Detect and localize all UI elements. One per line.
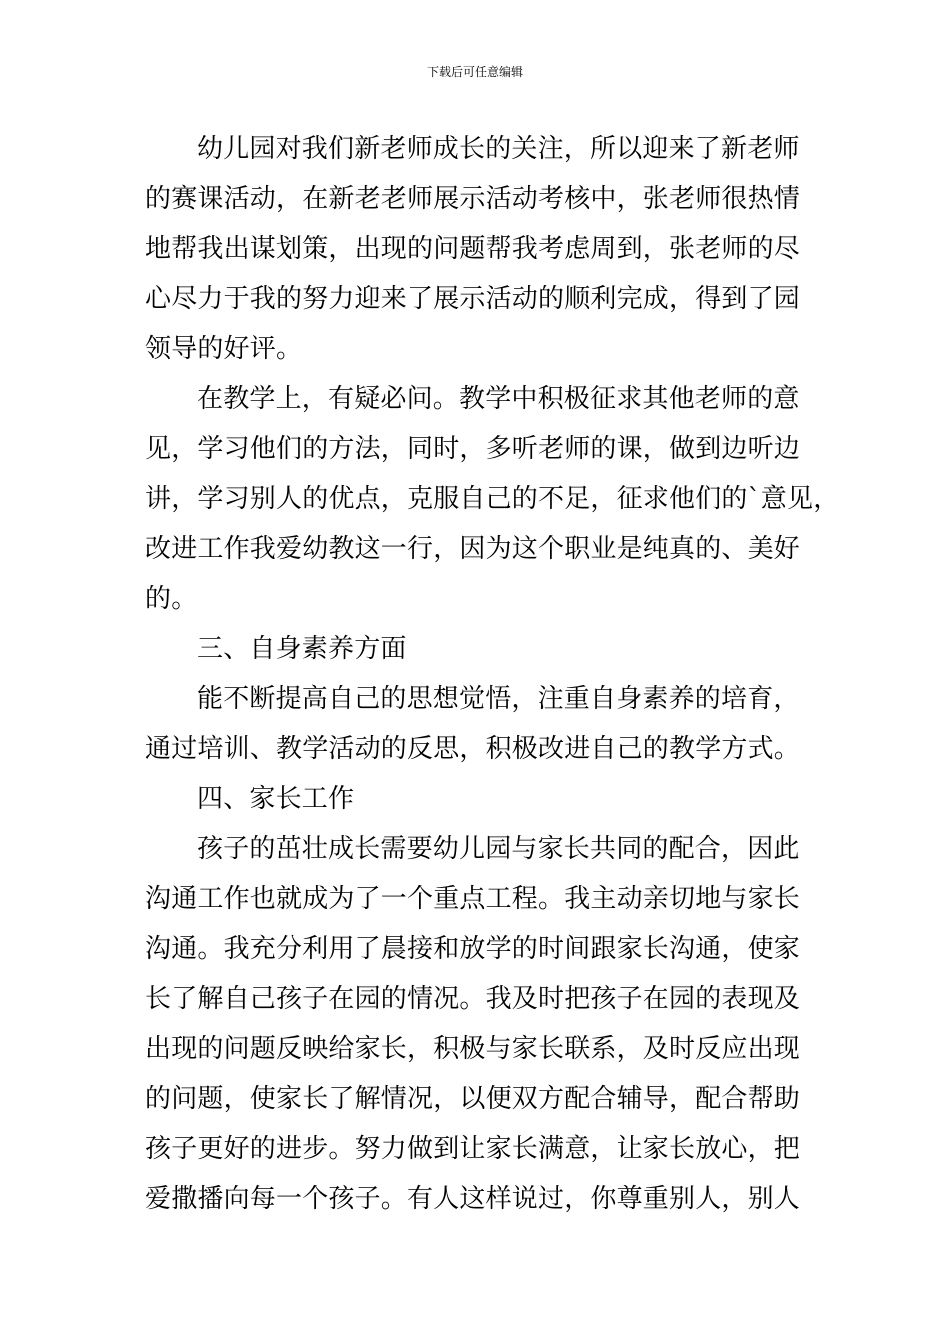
text-line: 的赛课活动，在新老老师展示活动考核中，张老师很热情 bbox=[145, 184, 801, 214]
text-line: 沟通工作也就成为了一个重点工程。我主动亲切地与家长 bbox=[145, 884, 801, 914]
text-line: 孩子的茁壮成长需要幼儿园与家长共同的配合，因此 bbox=[197, 834, 800, 864]
text-line: 地帮我出谋划策，出现的问题帮我考虑周到，张老师的尽 bbox=[145, 234, 801, 264]
text-line: 出现的问题反映给家长，积极与家长联系，及时反应出现 bbox=[145, 1034, 801, 1064]
text-line: 孩子更好的进步。努力做到让家长满意，让家长放心，把 bbox=[145, 1134, 801, 1164]
text-line: 见，学习他们的方法，同时，多听老师的课，做到边听边 bbox=[145, 434, 801, 464]
text-line: 在教学上，有疑必问。教学中积极征求其他老师的意 bbox=[197, 384, 800, 414]
text-line: 领导的好评。 bbox=[145, 334, 303, 364]
section-heading: 四、家长工作 bbox=[197, 784, 355, 814]
text-line: 沟通。我充分利用了晨接和放学的时间跟家长沟通，使家 bbox=[145, 934, 801, 964]
text-line: 的问题，使家长了解情况，以便双方配合辅导，配合帮助 bbox=[145, 1084, 801, 1114]
text-line: 讲，学习别人的优点，克服自己的不足，征求他们的`意见， bbox=[145, 484, 840, 514]
section-heading: 三、自身素养方面 bbox=[197, 634, 407, 664]
text-line: 幼儿园对我们新老师成长的关注，所以迎来了新老师 bbox=[197, 134, 800, 164]
document-body bbox=[145, 124, 840, 1224]
text-line: 改进工作我爱幼教这一行，因为这个职业是纯真的、美好 bbox=[145, 534, 801, 564]
text-line: 的。 bbox=[145, 584, 198, 614]
text-line: 心尽力于我的努力迎来了展示活动的顺利完成，得到了园 bbox=[145, 284, 801, 314]
text-line: 能不断提高自己的思想觉悟，注重自身素养的培育， bbox=[197, 684, 800, 714]
text-line: 通过培训、教学活动的反思，积极改进自己的教学方式。 bbox=[145, 734, 801, 764]
text-line: 爱撒播向每一个孩子。有人这样说过，你尊重别人，别人 bbox=[145, 1184, 801, 1214]
page-header: 下载后可任意编辑 bbox=[426, 65, 523, 79]
text-line: 长了解自己孩子在园的情况。我及时把孩子在园的表现及 bbox=[145, 984, 801, 1014]
